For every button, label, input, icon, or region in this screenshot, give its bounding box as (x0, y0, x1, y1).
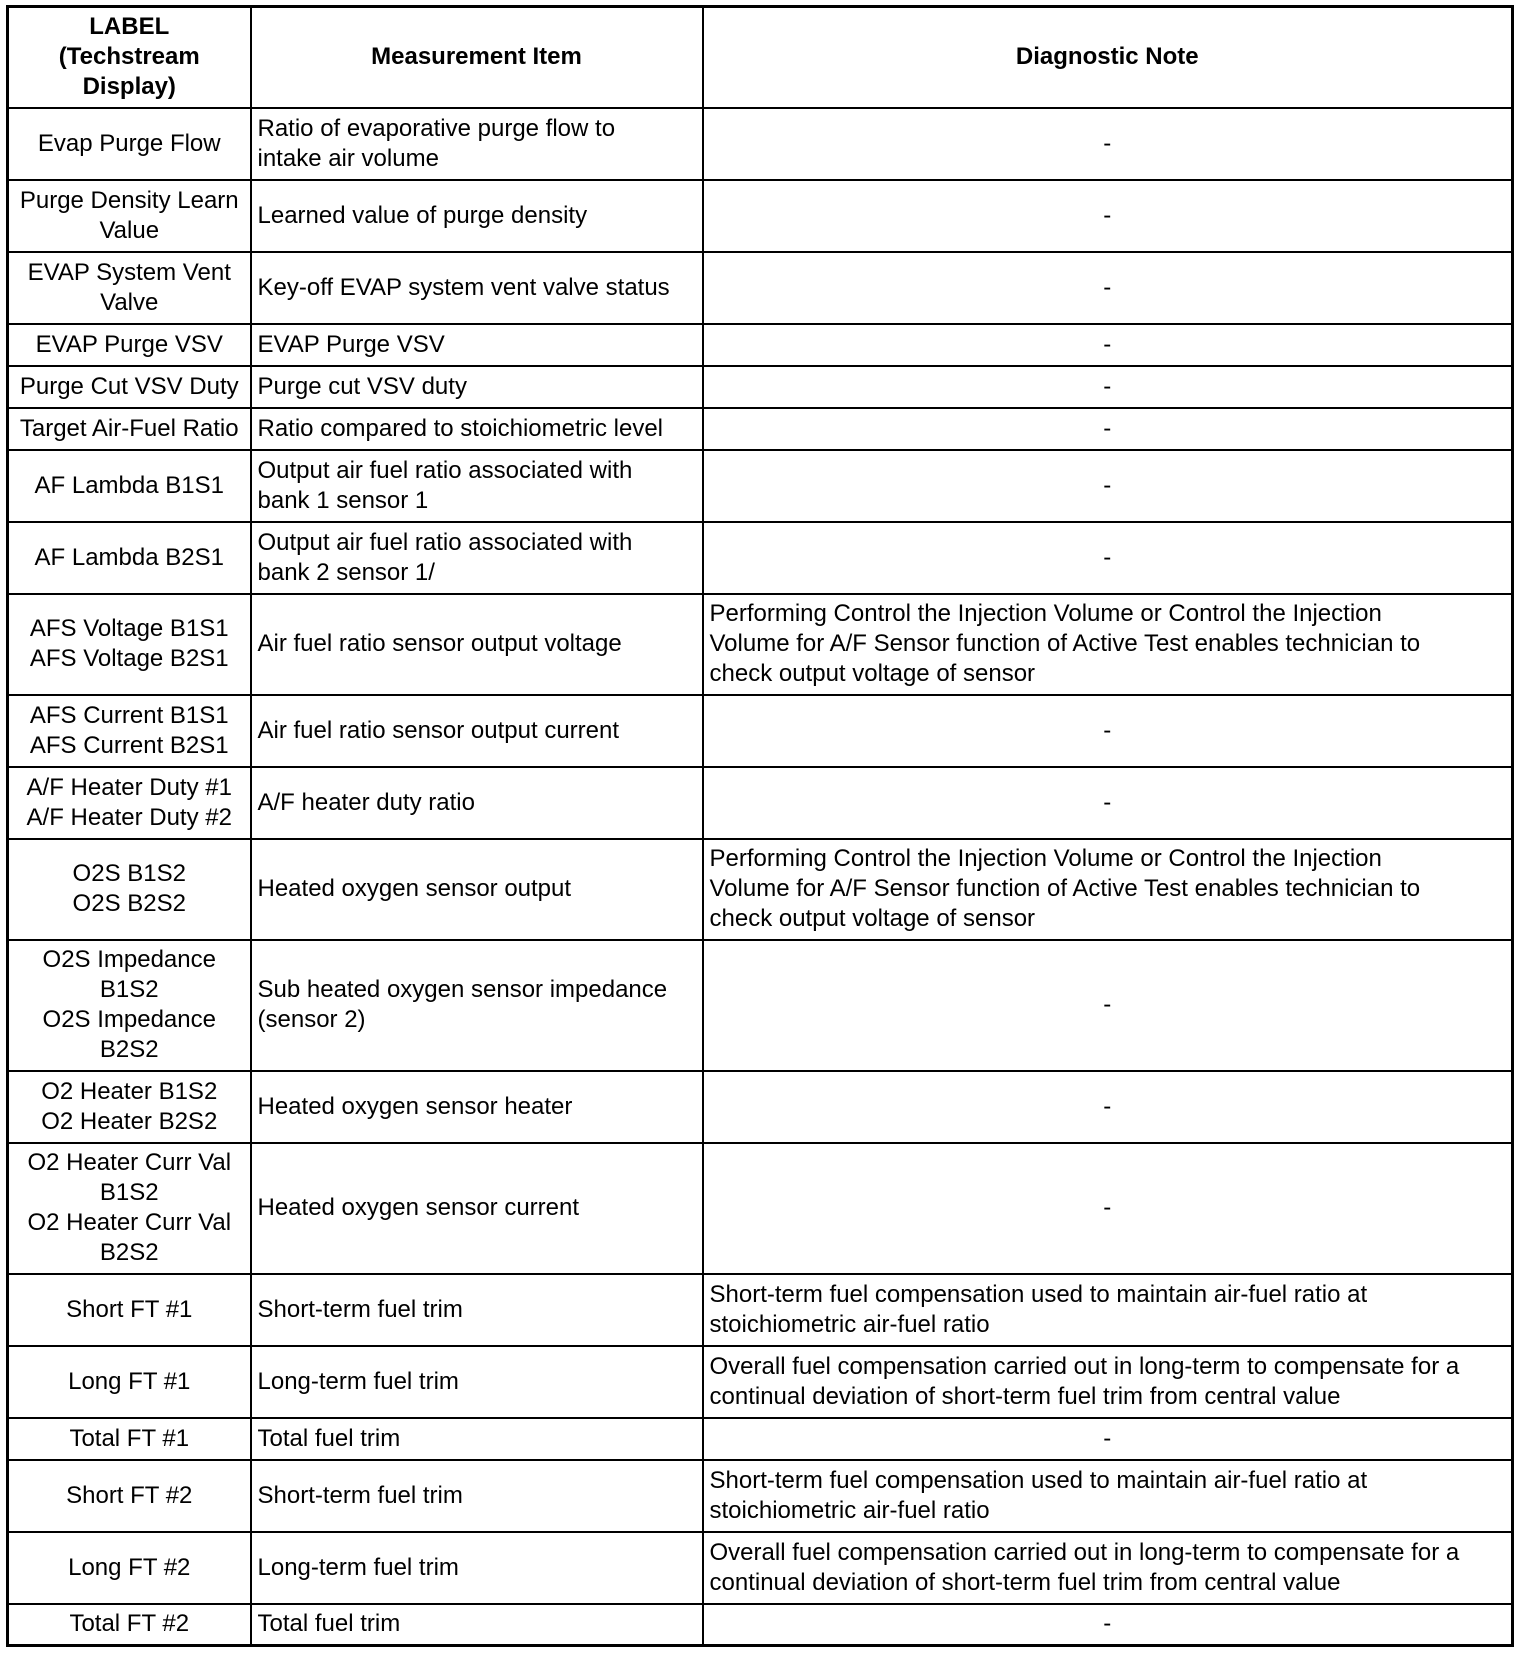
cell-measurement-item: Short-term fuel trim (251, 1274, 703, 1346)
cell-diagnostic-note: Overall fuel compensation carried out in long-term to compensate for a continual deviation of short-term fuel trim from central value (703, 1346, 1513, 1418)
cell-measurement-item: Air fuel ratio sensor output voltage (251, 594, 703, 695)
table-row (8, 594, 1513, 695)
table-row (8, 1460, 1513, 1532)
cell-measurement-item: Output air fuel ratio associated with bank 1 sensor 1 (251, 450, 703, 522)
cell-diagnostic-note: - (703, 695, 1513, 767)
cell-measurement-item: Learned value of purge density (251, 180, 703, 252)
cell-diagnostic-note: - (703, 366, 1513, 408)
cell-diagnostic-note: - (703, 1071, 1513, 1143)
table-body (8, 108, 1513, 1646)
cell-label: O2S Impedance B1S2 O2S Impedance B2S2 (8, 940, 251, 1071)
cell-label: EVAP Purge VSV (8, 324, 251, 366)
cell-label: Purge Density Learn Value (8, 180, 251, 252)
cell-diagnostic-note: - (703, 324, 1513, 366)
cell-label: Total FT #2 (8, 1604, 251, 1646)
table-row (8, 522, 1513, 594)
cell-diagnostic-note: - (703, 180, 1513, 252)
table-row (8, 839, 1513, 940)
cell-diagnostic-note: Short-term fuel compensation used to maintain air-fuel ratio at stoichiometric air-fuel ratio (703, 1460, 1513, 1532)
cell-measurement-item: Short-term fuel trim (251, 1460, 703, 1532)
cell-measurement-item: EVAP Purge VSV (251, 324, 703, 366)
cell-measurement-item: Heated oxygen sensor heater (251, 1071, 703, 1143)
cell-diagnostic-note: - (703, 1418, 1513, 1460)
cell-diagnostic-note: - (703, 1604, 1513, 1646)
table-row (8, 1532, 1513, 1604)
cell-diagnostic-note: - (703, 108, 1513, 180)
cell-diagnostic-note: - (703, 450, 1513, 522)
cell-label: AF Lambda B1S1 (8, 450, 251, 522)
cell-diagnostic-note: - (703, 522, 1513, 594)
cell-label: O2S B1S2 O2S B2S2 (8, 839, 251, 940)
cell-diagnostic-note: - (703, 940, 1513, 1071)
table-row (8, 108, 1513, 180)
cell-diagnostic-note: Performing Control the Injection Volume or Control the Injection Volume for A/F Sensor function of Active Test enables technician to check output voltage of sensor (703, 594, 1513, 695)
table-row (8, 366, 1513, 408)
cell-measurement-item: Long-term fuel trim (251, 1532, 703, 1604)
cell-measurement-item: Total fuel trim (251, 1604, 703, 1646)
cell-label: Target Air-Fuel Ratio (8, 408, 251, 450)
header-label: LABEL (Techstream Display) (8, 7, 251, 108)
table-row (8, 1071, 1513, 1143)
header-row (8, 7, 1513, 108)
table-row (8, 450, 1513, 522)
cell-label: A/F Heater Duty #1 A/F Heater Duty #2 (8, 767, 251, 839)
cell-diagnostic-note: Overall fuel compensation carried out in long-term to compensate for a continual deviation of short-term fuel trim from central value (703, 1532, 1513, 1604)
cell-label: AFS Current B1S1 AFS Current B2S1 (8, 695, 251, 767)
cell-measurement-item: Ratio of evaporative purge flow to intake air volume (251, 108, 703, 180)
cell-measurement-item: Heated oxygen sensor current (251, 1143, 703, 1274)
cell-diagnostic-note: - (703, 252, 1513, 324)
cell-measurement-item: Purge cut VSV duty (251, 366, 703, 408)
cell-label: Purge Cut VSV Duty (8, 366, 251, 408)
table-row (8, 1418, 1513, 1460)
cell-measurement-item: Long-term fuel trim (251, 1346, 703, 1418)
table-row (8, 180, 1513, 252)
table-row (8, 767, 1513, 839)
cell-measurement-item: A/F heater duty ratio (251, 767, 703, 839)
cell-label: Long FT #1 (8, 1346, 251, 1418)
cell-measurement-item: Key-off EVAP system vent valve status (251, 252, 703, 324)
table-row (8, 940, 1513, 1071)
cell-label: Total FT #1 (8, 1418, 251, 1460)
table-row (8, 1143, 1513, 1274)
cell-measurement-item: Sub heated oxygen sensor impedance (sensor 2) (251, 940, 703, 1071)
cell-measurement-item: Output air fuel ratio associated with bank 2 sensor 1/ (251, 522, 703, 594)
cell-label: Long FT #2 (8, 1532, 251, 1604)
cell-measurement-item: Heated oxygen sensor output (251, 839, 703, 940)
cell-label: EVAP System Vent Valve (8, 252, 251, 324)
table-row (8, 1604, 1513, 1646)
cell-diagnostic-note: - (703, 767, 1513, 839)
cell-diagnostic-note: Short-term fuel compensation used to maintain air-fuel ratio at stoichiometric air-fuel ratio (703, 1274, 1513, 1346)
cell-measurement-item: Total fuel trim (251, 1418, 703, 1460)
header-measurement-item: Measurement Item (251, 7, 703, 108)
document-page (6, 5, 1514, 1647)
table-row (8, 324, 1513, 366)
cell-measurement-item: Ratio compared to stoichiometric level (251, 408, 703, 450)
cell-diagnostic-note: - (703, 1143, 1513, 1274)
cell-label: Short FT #2 (8, 1460, 251, 1532)
table-row (8, 695, 1513, 767)
cell-measurement-item: Air fuel ratio sensor output current (251, 695, 703, 767)
cell-diagnostic-note: - (703, 408, 1513, 450)
cell-label: Evap Purge Flow (8, 108, 251, 180)
table-row (8, 252, 1513, 324)
header-diagnostic-note: Diagnostic Note (703, 7, 1513, 108)
cell-label: AFS Voltage B1S1 AFS Voltage B2S1 (8, 594, 251, 695)
cell-label: O2 Heater B1S2 O2 Heater B2S2 (8, 1071, 251, 1143)
table-row (8, 408, 1513, 450)
cell-diagnostic-note: Performing Control the Injection Volume or Control the Injection Volume for A/F Sensor function of Active Test enables technician to check output voltage of sensor (703, 839, 1513, 940)
cell-label: AF Lambda B2S1 (8, 522, 251, 594)
table-row (8, 1346, 1513, 1418)
cell-label: Short FT #1 (8, 1274, 251, 1346)
table-row (8, 1274, 1513, 1346)
cell-label: O2 Heater Curr Val B1S2 O2 Heater Curr Val B2S2 (8, 1143, 251, 1274)
data-list-table (6, 5, 1514, 1647)
